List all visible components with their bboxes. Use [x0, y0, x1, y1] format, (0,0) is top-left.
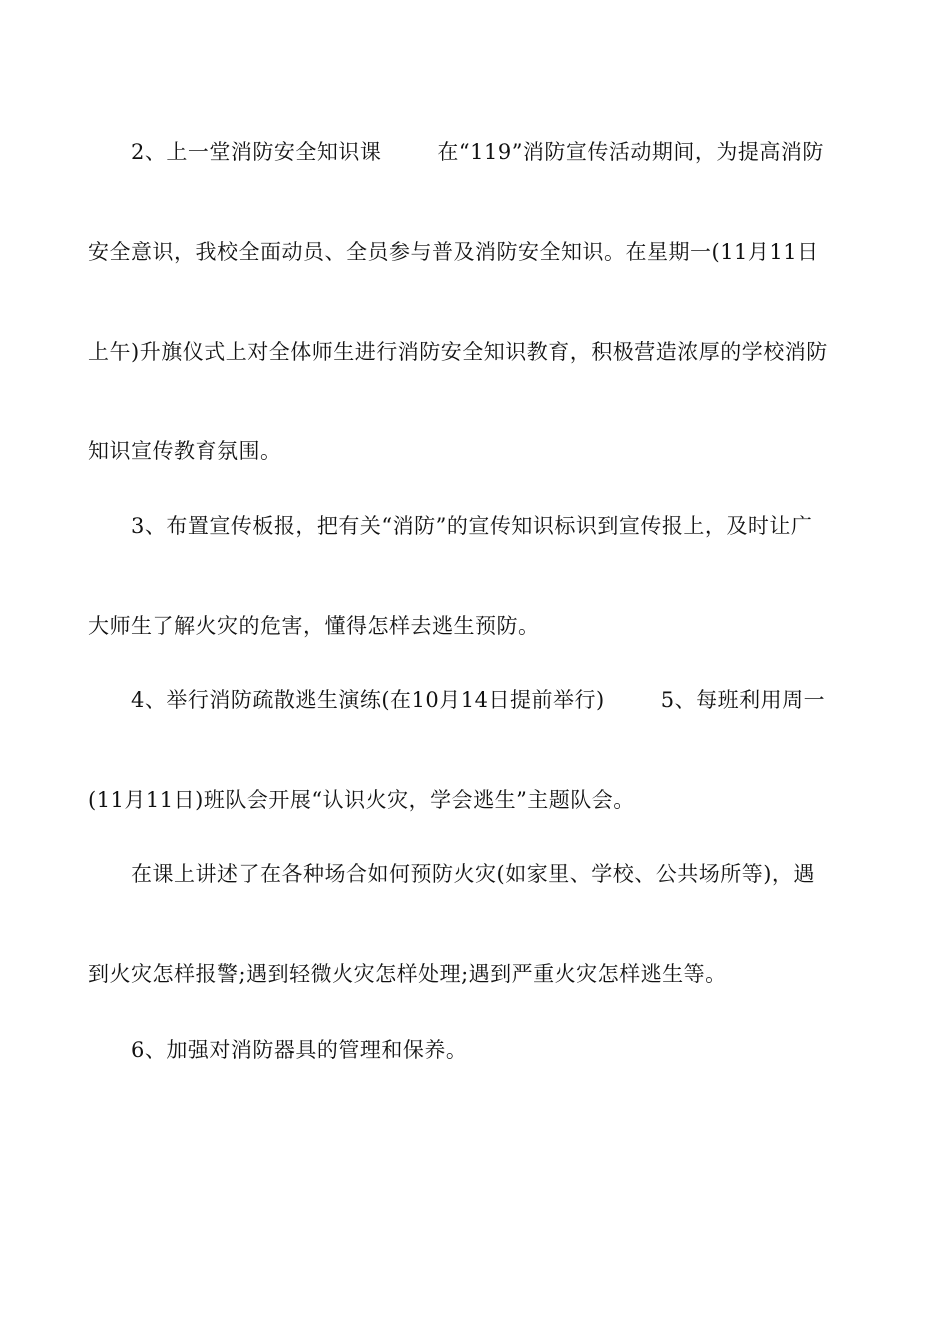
p1-line-2: 安全意识，我校全面动员、全员参与普及消防安全知识。在星期一(11月11日 — [88, 240, 819, 264]
p1-line-3: 上午)升旗仪式上对全体师生进行消防安全知识教育，积极营造浓厚的学校消防 — [88, 340, 828, 364]
p4-line-2: 到火灾怎样报警;遇到轻微火灾怎样处理;遇到严重火灾怎样逃生等。 — [88, 962, 727, 986]
p5-line-1: 6、加强对消防器具的管理和保养。 — [131, 1038, 468, 1062]
p3-line-2: (11月11日)班队会开展“认识火灾，学会逃生”主题队会。 — [88, 788, 635, 812]
p1-line-1-text: 在“119”消防宣传活动期间，为提高消防 — [437, 140, 824, 164]
p1-line-4: 知识宣传教育氛围。 — [88, 439, 282, 463]
p1-line-1 — [131, 138, 824, 166]
p2-line-2: 大师生了解火灾的危害，懂得怎样去逃生预防。 — [88, 614, 540, 638]
item-5-text: 5、每班利用周一 — [660, 688, 826, 712]
item-4-text: 4、举行消防疏散逃生演练(在10月14日提前举行) — [131, 688, 605, 712]
p4-line-1: 在课上讲述了在各种场合如何预防火灾(如家里、学校、公共场所等)，遇 — [131, 862, 815, 886]
p2-line-1: 3、布置宣传板报，把有关“消防”的宣传知识标识到宣传报上，及时让广 — [131, 514, 813, 538]
item-2-heading: 2、上一堂消防安全知识课 — [131, 140, 382, 164]
p3-line-1 — [131, 686, 825, 714]
